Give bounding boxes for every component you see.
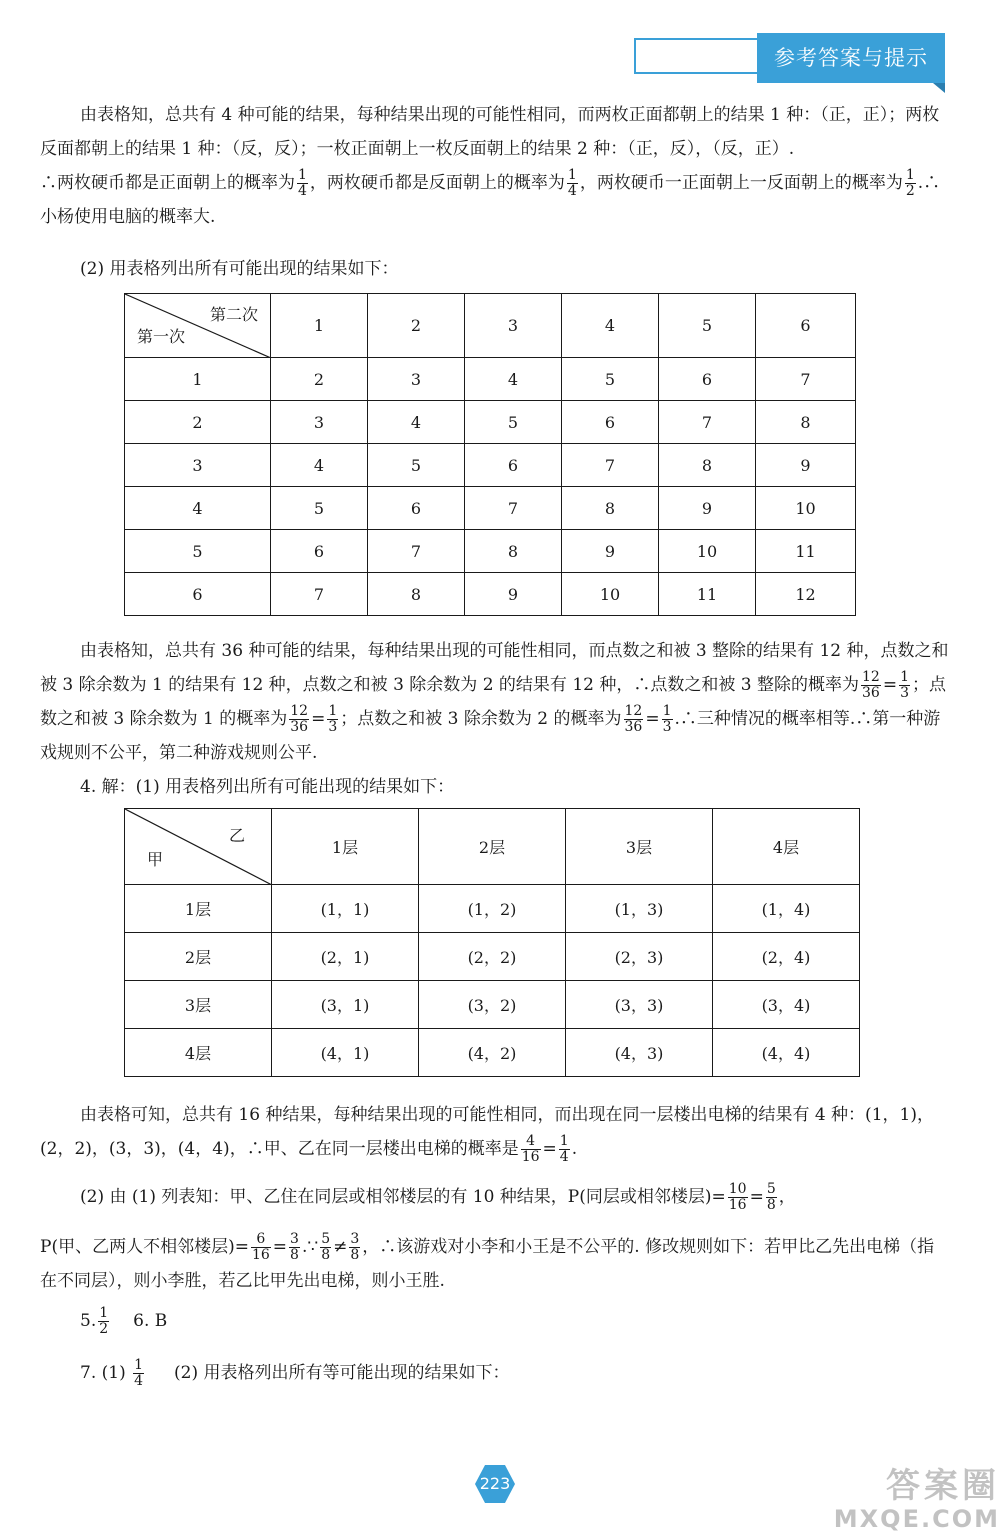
fraction: $\frac{1}{4}$	[298, 167, 307, 199]
table-cell: 11	[659, 573, 756, 616]
row-header: 2层	[125, 933, 272, 981]
table-cell: 8	[562, 487, 659, 530]
header-frame	[634, 38, 759, 74]
table-cell: 12	[756, 573, 856, 616]
table-cell: (1，1)	[272, 885, 419, 933]
table-cell: 4	[271, 444, 368, 487]
paragraph-table-intro: (2) 用表格列出所有可能出现的结果如下：	[80, 259, 399, 279]
fraction: $\frac{6}{16}$	[251, 1231, 270, 1263]
fraction: $\frac{1}{4}$	[134, 1357, 144, 1389]
table-cell: 6	[659, 358, 756, 401]
elevator-floor-table	[124, 808, 860, 1077]
fraction: $\frac{1}{2}$	[905, 167, 915, 199]
fraction: $\frac{5}{8}$	[321, 1231, 331, 1263]
row-header: 1层	[125, 885, 272, 933]
fraction: $\frac{1}{4}$	[559, 1133, 569, 1165]
column-header: 2	[368, 294, 465, 358]
table-cell: 8	[465, 530, 562, 573]
corner-label-row: 甲	[147, 850, 164, 869]
table-cell: (2，3)	[566, 933, 713, 981]
answers-5-6: 5. $\frac{1}{2}$ 6. B	[80, 1305, 168, 1337]
fraction: $\frac{10}{16}$	[728, 1181, 747, 1213]
table-header-row	[125, 809, 860, 885]
fraction: $\frac{1}{2}$	[99, 1305, 109, 1337]
column-header: 3	[465, 294, 562, 358]
table-corner-cell	[125, 809, 272, 885]
table-cell: (3，4)	[713, 981, 860, 1029]
table-cell: 8	[368, 573, 465, 616]
column-header: 2层	[419, 809, 566, 885]
header-title: 参考答案与提示	[757, 33, 945, 83]
table-header-row	[125, 294, 856, 358]
column-header: 5	[659, 294, 756, 358]
paragraph-elevator-analysis: 由表格可知，总共有 16 种结果，每种结果出现的可能性相同，而出现在同一层楼出电梯的结果有 4 种：(1，1)，(2，2)，(3，3)，(4，4)，∴甲、乙在同一层楼出电梯的概率是 $\frac{4}{16}$ = $\frac{1}{4}$ .	[40, 1105, 934, 1165]
table-cell: 7	[562, 444, 659, 487]
table-cell: (4，2)	[419, 1029, 566, 1077]
table-cell: 11	[756, 530, 856, 573]
fraction: $\frac{12}{36}$	[862, 669, 880, 701]
table-row	[125, 573, 856, 616]
table-cell: (2，4)	[713, 933, 860, 981]
table-cell: 3	[271, 401, 368, 444]
table-cell: (3，1)	[272, 981, 419, 1029]
dice-sum-table	[124, 293, 856, 616]
table-cell: 7	[659, 401, 756, 444]
table-cell: 6	[271, 530, 368, 573]
fraction: $\frac{12}{36}$	[290, 703, 309, 735]
row-header: 3层	[125, 981, 272, 1029]
column-header: 1层	[272, 809, 419, 885]
table-cell: 7	[368, 530, 465, 573]
table-cell: 3	[368, 358, 465, 401]
table-cell: 7	[756, 358, 856, 401]
table-cell: (4，1)	[272, 1029, 419, 1077]
table-cell: 8	[756, 401, 856, 444]
fraction: $\frac{1}{3}$	[662, 703, 672, 735]
fraction: $\frac{5}{8}$	[766, 1181, 776, 1213]
column-header: 1	[271, 294, 368, 358]
table-cell: (3，2)	[419, 981, 566, 1029]
fraction: $\frac{1}{3}$	[900, 669, 909, 701]
paragraph-fairness: P(甲、乙两人不相邻楼层)= $\frac{6}{16}$ = $\frac{3}{8}$ .∵ $\frac{5}{8}$ ≠ $\frac{3}{8}$ ，∴该游戏对小李和小王是不公平的. 修改规则如下：若甲比乙先出电梯（指在不同层），则小李胜，若乙比甲先出电梯，则小王胜.	[40, 1231, 935, 1291]
table-cell: (3，3)	[566, 981, 713, 1029]
table-row	[125, 933, 860, 981]
table-cell: (4，4)	[713, 1029, 860, 1077]
fraction: $\frac{1}{3}$	[328, 703, 338, 735]
table-cell: 10	[756, 487, 856, 530]
fraction: $\frac{3}{8}$	[290, 1231, 299, 1263]
row-header: 2	[125, 401, 271, 444]
table-row	[125, 1029, 860, 1077]
paragraph-adjacent-floor: (2) 由 (1) 列表知：甲、乙住在同层或相邻楼层的有 10 种结果，P(同层或相邻楼层)= $\frac{10}{16}$ = $\frac{5}{8}$ ，	[80, 1181, 796, 1213]
column-header: 6	[756, 294, 856, 358]
table-cell: 9	[562, 530, 659, 573]
table-row	[125, 885, 860, 933]
fraction: $\frac{4}{16}$	[521, 1133, 540, 1165]
table-cell: 10	[562, 573, 659, 616]
table-cell: 6	[465, 444, 562, 487]
table-row	[125, 981, 860, 1029]
watermark-logo: 答案圈 MXQE.COM	[833, 1466, 1000, 1533]
table-cell: 5	[562, 358, 659, 401]
table-row	[125, 444, 856, 487]
table-cell: 9	[756, 444, 856, 487]
table-cell: 7	[271, 573, 368, 616]
table-cell: (2，2)	[419, 933, 566, 981]
row-header: 3	[125, 444, 271, 487]
table-corner-cell	[125, 294, 271, 358]
paragraph-q4-intro: 4. 解：(1) 用表格列出所有可能出现的结果如下：	[80, 777, 455, 797]
row-header: 6	[125, 573, 271, 616]
fraction: $\frac{12}{36}$	[624, 703, 643, 735]
column-header: 4	[562, 294, 659, 358]
paragraph-coin-result: 由表格知，总共有 4 种可能的结果，每种结果出现的可能性相同，而两枚正面都朝上的结果 1 种：（正，正）；两枚反面都朝上的结果 1 种：（反，反）；一枚正面朝上一枚反面朝上的结果 2 种：（正，反），（反，正）. ∴两枚硬币都是正面朝上的概率为 $\frac{1}{4}$ ，两枚硬币都是反面朝上的概率为 $\frac{1}{4}$ ，两枚硬币一正面朝上一反面朝上的概率为 $\frac{1}{2}$ .∴小杨使用电脑的概率大.	[40, 105, 941, 227]
corner-label-col: 第二次	[209, 305, 258, 324]
row-header: 4	[125, 487, 271, 530]
table-row	[125, 401, 856, 444]
table-cell: 5	[368, 444, 465, 487]
paragraph-dice-analysis: 由表格知，总共有 36 种可能的结果，每种结果出现的可能性相同，而点数之和被 3 整除的结果有 12 种，点数之和被 3 除余数为 1 的结果有 12 种，点数之和被 3 除余数为 2 的结果有 12 种，∴点数之和被 3 整除的概率为 $\frac{12}{36}$ = $\frac{1}{3}$ ；点数之和被 3 除余数为 1 的概率为 $\frac{12}{36}$ = $\frac{1}{3}$ ；点数之和被 3 除余数为 2 的概率为 $\frac{12}{36}$ = $\frac{1}{3}$ .∴三种情况的概率相等.∴第一种游戏规则不公平，第二种游戏规则公平.	[40, 641, 949, 763]
table-cell: 9	[659, 487, 756, 530]
table-cell: (2，1)	[272, 933, 419, 981]
table-cell: 4	[465, 358, 562, 401]
corner-label-row: 第一次	[137, 327, 186, 346]
table-cell: 10	[659, 530, 756, 573]
table-cell: (1，2)	[419, 885, 566, 933]
table-cell: 9	[465, 573, 562, 616]
table-cell: 6	[562, 401, 659, 444]
table-cell: (4，3)	[566, 1029, 713, 1077]
table-cell: 8	[659, 444, 756, 487]
table-cell: (1，4)	[713, 885, 860, 933]
table-cell: 6	[368, 487, 465, 530]
fraction: $\frac{3}{8}$	[350, 1231, 360, 1263]
page-number: 223	[479, 1474, 511, 1493]
corner-label-col: 乙	[228, 826, 245, 845]
column-header: 3层	[566, 809, 713, 885]
table-cell: (1，3)	[566, 885, 713, 933]
table-row	[125, 487, 856, 530]
row-header: 4层	[125, 1029, 272, 1077]
table-cell: 2	[271, 358, 368, 401]
table-cell: 5	[271, 487, 368, 530]
table-row	[125, 358, 856, 401]
fraction: $\frac{1}{4}$	[567, 167, 577, 199]
table-cell: 5	[465, 401, 562, 444]
answer-7: 7. (1) $\frac{1}{4}$ (2) 用表格列出所有等可能出现的结果如下：	[80, 1357, 510, 1389]
row-header: 1	[125, 358, 271, 401]
column-header: 4层	[713, 809, 860, 885]
table-row	[125, 530, 856, 573]
table-cell: 4	[368, 401, 465, 444]
row-header: 5	[125, 530, 271, 573]
table-cell: 7	[465, 487, 562, 530]
page-number-badge	[474, 1464, 516, 1504]
